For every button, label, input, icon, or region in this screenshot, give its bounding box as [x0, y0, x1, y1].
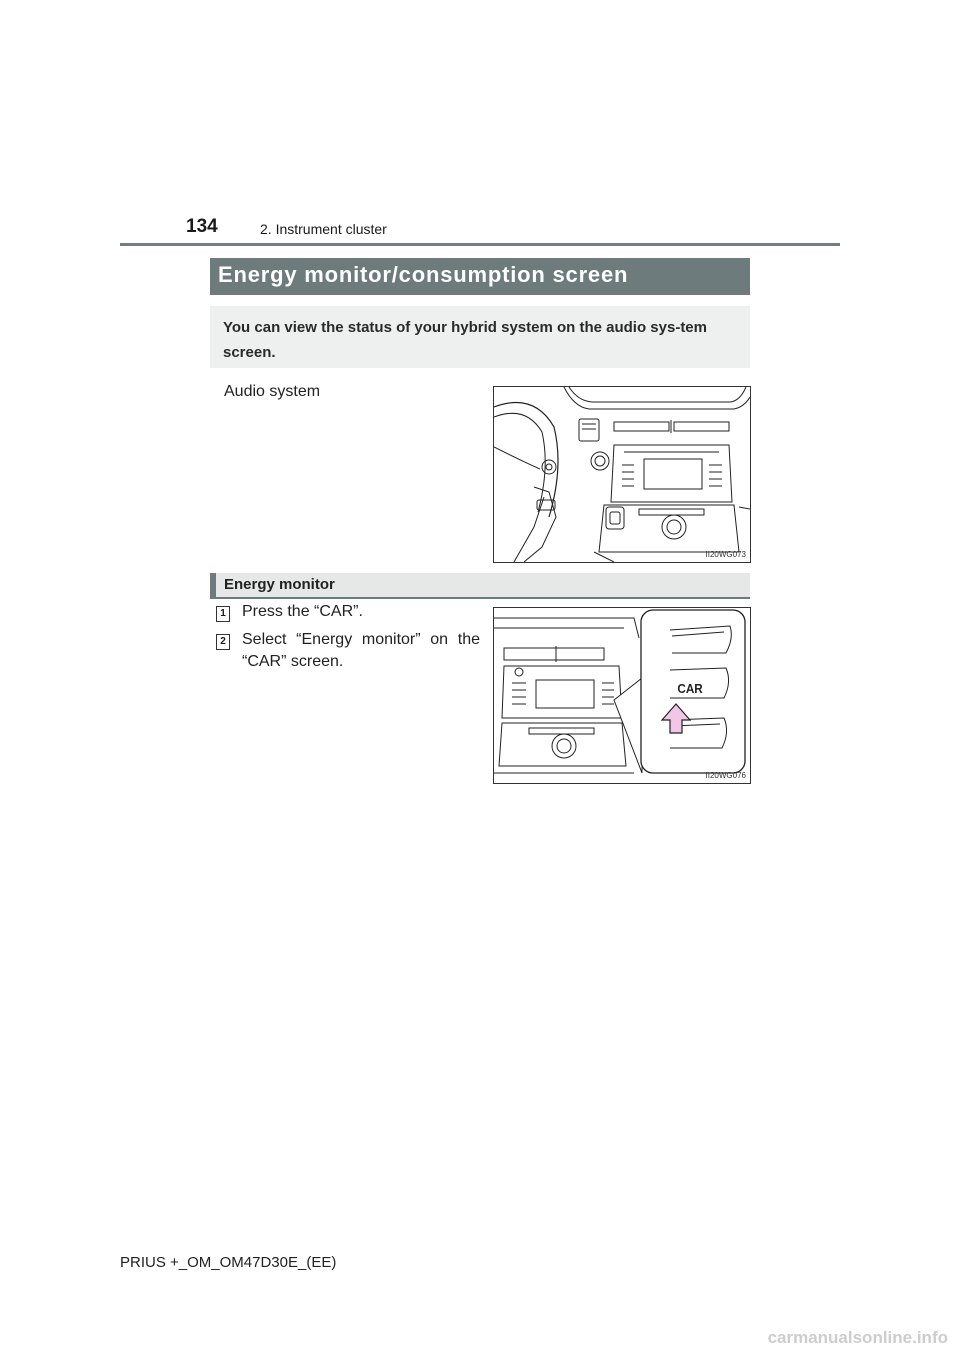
page-number: 134 [186, 216, 218, 237]
car-button-illustration [493, 607, 751, 784]
watermark: carmanualsonline.info [767, 1328, 948, 1347]
audio-system-illustration [493, 386, 751, 563]
subsection-divider [210, 597, 750, 599]
section-title: 2. Instrument cluster [260, 221, 387, 237]
step-number: 1 [216, 606, 230, 622]
step-number: 2 [216, 634, 230, 650]
subsection-accent [210, 573, 216, 597]
page-title: Energy monitor/consumption screen [218, 262, 629, 287]
figure-code: II20WG073 [705, 550, 746, 559]
step-text: Press the “CAR”. [242, 603, 363, 620]
header-divider [120, 243, 840, 246]
audio-system-label: Audio system [224, 383, 321, 400]
intro-text: You can view the status of your hybrid system on the audio sys-tem screen. [223, 319, 707, 361]
step-text: Select “Energy monitor” on the “CAR” screen. [242, 631, 480, 670]
footer-doc-id: PRIUS +_OM_OM47D30E_(EE) [120, 1254, 337, 1271]
figure-code: II20WG076 [705, 771, 746, 780]
car-button-label: CAR [677, 681, 703, 696]
subsection-title: Energy monitor [224, 576, 335, 593]
